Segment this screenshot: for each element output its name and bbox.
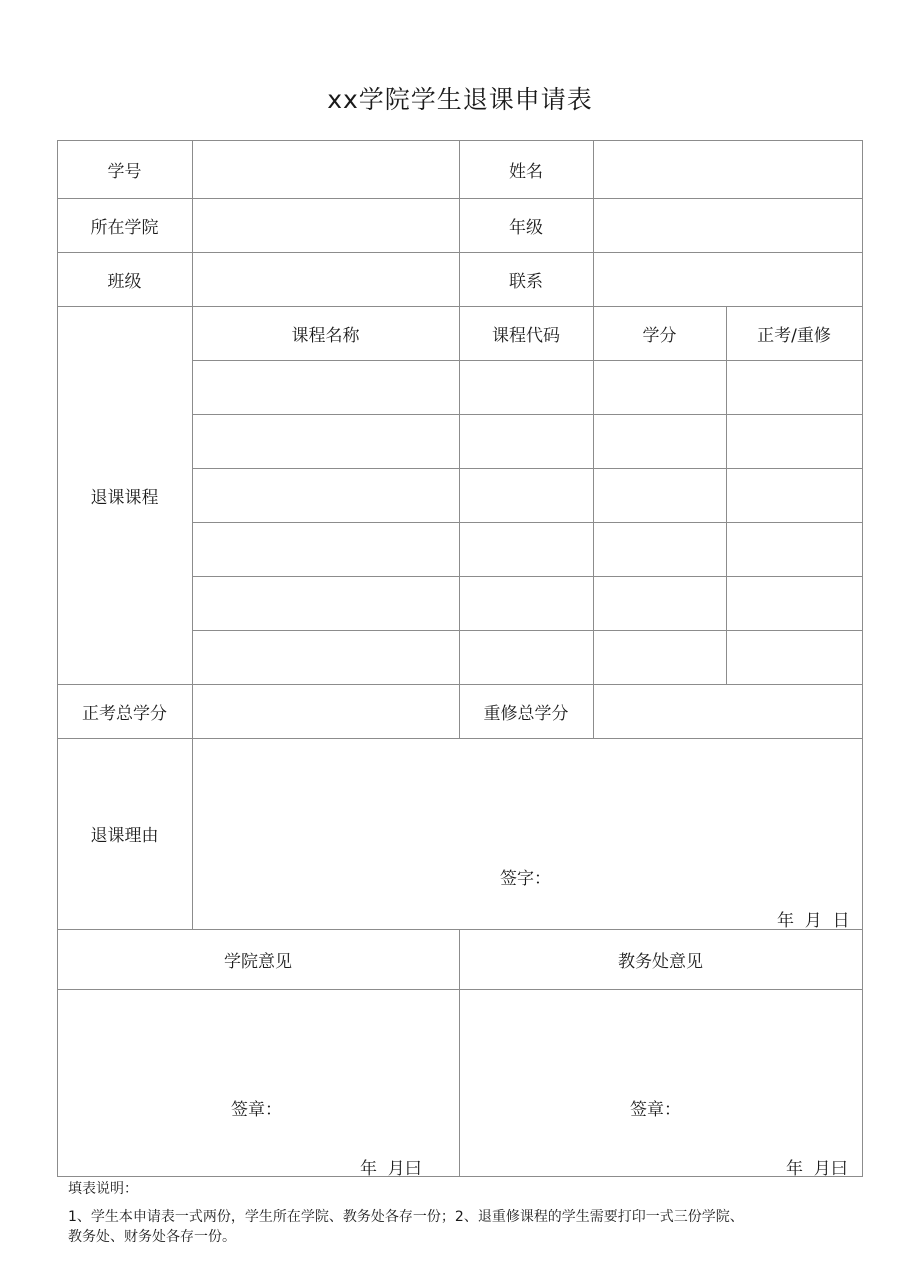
normal-total-credits-label: 正考总学分: [82, 703, 167, 724]
course-cell[interactable]: [594, 469, 726, 522]
withdraw-reason-field[interactable]: [193, 739, 862, 849]
instructions-text-line2: 教务处、财务处各存一份。: [68, 1229, 236, 1245]
table-border-bottom: [57, 1176, 862, 1177]
course-cell[interactable]: [727, 523, 862, 576]
course-cell[interactable]: [727, 361, 862, 414]
withdraw-courses-label: 退课课程: [90, 487, 159, 508]
course-cell[interactable]: [727, 631, 862, 684]
grade-field[interactable]: [594, 199, 862, 252]
table-border-right: [862, 140, 863, 1177]
course-cell[interactable]: [727, 469, 862, 522]
header-course-code: 课程代码: [492, 325, 560, 346]
course-cell[interactable]: [460, 577, 593, 630]
student-id-label: 学号: [107, 161, 142, 182]
course-cell[interactable]: [460, 415, 593, 468]
course-cell[interactable]: [594, 631, 726, 684]
grade-label: 年级: [509, 217, 543, 238]
instructions-text-line1: 1、学生本申请表一式两份，学生所在学院、教务处各存一份；2、退重修课程的学生需要打印一式三份学院、: [68, 1209, 744, 1225]
header-exam-type: 正考/重修: [757, 325, 831, 346]
course-cell[interactable]: [460, 631, 593, 684]
contact-field[interactable]: [594, 253, 862, 306]
course-cell[interactable]: [193, 631, 459, 684]
course-cell[interactable]: [193, 415, 459, 468]
course-cell[interactable]: [594, 523, 726, 576]
academic-affairs-opinion-label: 教务处意见: [618, 951, 703, 972]
name-label: 姓名: [509, 161, 543, 182]
retake-total-credits-label: 重修总学分: [483, 703, 569, 724]
class-field[interactable]: [193, 253, 459, 306]
course-cell[interactable]: [460, 469, 593, 522]
course-cell[interactable]: [594, 361, 726, 414]
reason-date: 年 月 日: [777, 911, 850, 931]
course-cell[interactable]: [594, 415, 726, 468]
instructions-heading: 填表说明：: [68, 1181, 138, 1197]
header-course-name: 课程名称: [291, 325, 360, 346]
course-cell[interactable]: [727, 577, 862, 630]
signature-label: 签字：: [500, 869, 551, 889]
form-title: xx学院学生退课申请表: [327, 85, 593, 114]
college-opinion-label: 学院意见: [224, 951, 292, 972]
course-cell[interactable]: [460, 361, 593, 414]
contact-label: 联系: [509, 271, 543, 292]
name-field[interactable]: [594, 141, 862, 198]
course-cell[interactable]: [193, 361, 459, 414]
course-cell[interactable]: [193, 469, 459, 522]
course-cell[interactable]: [193, 577, 459, 630]
affairs-seal-label: 签章：: [630, 1100, 681, 1120]
withdraw-reason-label: 退课理由: [90, 826, 159, 846]
row-divider: [57, 989, 862, 990]
normal-total-credits-field[interactable]: [193, 685, 459, 738]
course-cell[interactable]: [727, 415, 862, 468]
affairs-opinion-date: 年 月曰: [786, 1159, 848, 1179]
college-opinion-date: 年 月曰: [360, 1159, 422, 1179]
header-credits: 学分: [642, 325, 677, 346]
course-cell[interactable]: [594, 577, 726, 630]
college-field[interactable]: [193, 199, 459, 252]
course-cell[interactable]: [460, 523, 593, 576]
student-id-field[interactable]: [193, 141, 459, 198]
retake-total-credits-field[interactable]: [594, 685, 862, 738]
college-label: 所在学院: [90, 217, 159, 238]
college-seal-label: 签章：: [231, 1100, 282, 1120]
class-label: 班级: [107, 271, 142, 292]
course-cell[interactable]: [193, 523, 459, 576]
